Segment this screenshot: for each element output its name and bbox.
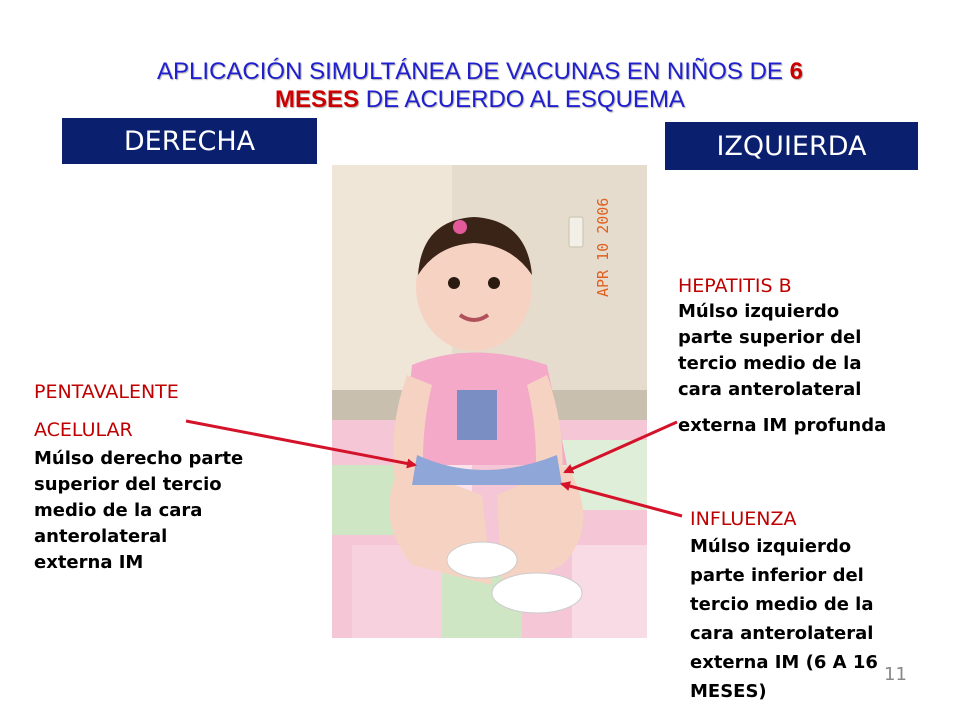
pentavalente-name-1: PENTAVALENTE xyxy=(34,381,179,403)
hepatitis-b-line-5: externa IM profunda xyxy=(678,415,887,436)
pentavalente-line-4: anterolateral xyxy=(34,526,168,547)
pentavalente-line-1: Múlso derecho parte xyxy=(34,448,244,469)
hepatitis-b-line-4: cara anterolateral xyxy=(678,379,862,400)
influenza-line-5: externa IM (6 A 16 xyxy=(690,652,878,673)
hepatitis-b-name: HEPATITIS B xyxy=(678,275,792,297)
title-highlight-meses: MESES xyxy=(275,86,360,113)
hepatitis-b-line-2: parte superior del xyxy=(678,327,862,348)
influenza-line-2: parte inferior del xyxy=(690,565,864,586)
hepatitis-b-line-1: Múlso izquierdo xyxy=(678,301,840,322)
pentavalente-line-2: superior del tercio xyxy=(34,474,222,495)
influenza-line-6: MESES) xyxy=(690,681,767,702)
pentavalente-annotation xyxy=(34,376,294,576)
hepatitis-arrow xyxy=(565,422,677,472)
derecha-label: DERECHA xyxy=(123,125,256,157)
influenza-annotation xyxy=(690,506,950,706)
pentavalente-name-2: ACELULAR xyxy=(34,419,133,441)
pentavalente-line-5: externa IM xyxy=(34,552,144,573)
hepatitis-b-annotation xyxy=(678,273,948,439)
page-number: 11 xyxy=(884,664,907,685)
photo-date-stamp: APR 10 2006 xyxy=(594,197,612,297)
izquierda-label: IZQUIERDA xyxy=(716,130,867,162)
influenza-arrow xyxy=(562,484,682,516)
title-text-2: DE ACUERDO AL ESQUEMA xyxy=(359,86,685,113)
title-highlight-number: 6 xyxy=(789,58,803,85)
title-text-1: APLICACIÓN SIMULTÁNEA DE VACUNAS EN NIÑOS DE xyxy=(157,58,790,85)
influenza-line-1: Múlso izquierdo xyxy=(690,536,852,557)
influenza-line-4: cara anterolateral xyxy=(690,623,874,644)
hepatitis-b-line-3: tercio medio de la xyxy=(678,353,862,374)
influenza-line-3: tercio medio de la xyxy=(690,594,874,615)
influenza-name: INFLUENZA xyxy=(690,508,797,530)
pentavalente-line-3: medio de la cara xyxy=(34,500,203,521)
